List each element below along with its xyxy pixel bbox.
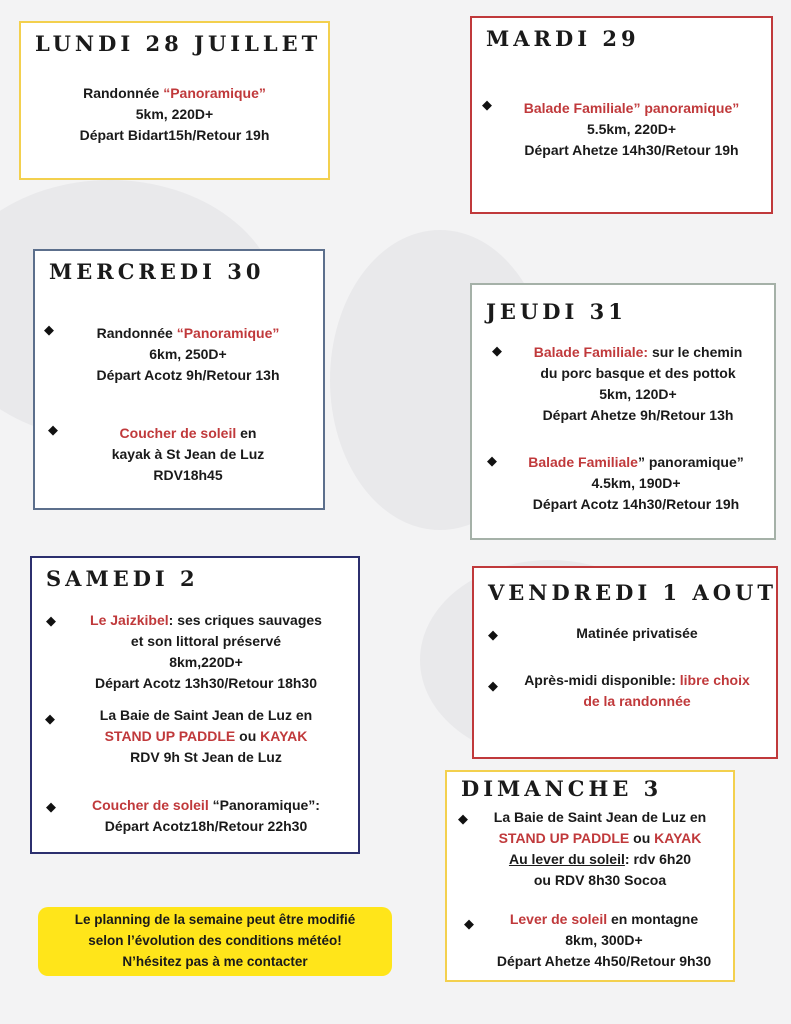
diamond-icon: ◆	[488, 678, 498, 693]
day-title: DIMANCHE 3	[461, 776, 663, 801]
card-vendredi	[472, 566, 778, 759]
diamond-icon: ◆	[487, 453, 497, 468]
day-title: LUNDI 28 JUILLET	[35, 31, 322, 56]
day-title: JEUDI 31	[486, 299, 627, 324]
day-title: MERCREDI 30	[49, 259, 265, 284]
day-title: VENDREDI 1 AOUT	[488, 580, 777, 605]
diamond-icon: ◆	[44, 322, 54, 337]
diamond-icon: ◆	[492, 343, 502, 358]
card-lundi	[19, 21, 330, 180]
activity: Balade Familiale” panoramique” 4.5km, 190D+ Départ Acotz 14h30/Retour 19h	[528, 454, 744, 512]
activity: Matinée privatisée	[576, 625, 698, 641]
diamond-icon: ◆	[464, 916, 474, 931]
day-title: SAMEDI 2	[46, 566, 199, 591]
diamond-icon: ◆	[48, 422, 58, 437]
diamond-icon: ◆	[482, 97, 492, 112]
diamond-icon: ◆	[46, 799, 56, 814]
activity: Randonnée “Panoramique” 5km, 220D+ Départ Bidart15h/Retour 19h	[79, 85, 270, 143]
activity: Balade Familiale: sur le chemin du porc basque et des pottok 5km, 120D+ Départ Ahetze 9h/Retour 13h	[533, 344, 743, 423]
card-dimanche	[445, 770, 735, 982]
activity: La Baie de Saint Jean de Luz en STAND UP PADDLE ou KAYAK RDV 9h St Jean de Luz	[99, 707, 313, 765]
activity: Balade Familiale” panoramique” 5.5km, 220D+ Départ Ahetze 14h30/Retour 19h	[523, 100, 740, 158]
card-jeudi	[470, 283, 776, 540]
activity: Coucher de soleil en kayak à St Jean de Luz RDV18h45	[111, 425, 265, 483]
weather-notice: Le planning de la semaine peut être modifié selon l’évolution des conditions météo! N’hésitez pas à me contacter	[38, 907, 392, 976]
diamond-icon: ◆	[488, 627, 498, 642]
diamond-icon: ◆	[45, 711, 55, 726]
activity: La Baie de Saint Jean de Luz en STAND UP PADDLE ou KAYAK Au lever du soleil: rdv 6h20 ou RDV 8h30 Socoa	[493, 809, 707, 888]
diamond-icon: ◆	[458, 811, 468, 826]
diamond-icon: ◆	[46, 613, 56, 628]
card-mercredi	[33, 249, 325, 510]
activity: Le Jaizkibel: ses criques sauvages et son littoral préservé 8km,220D+ Départ Acotz 13h30/Retour 18h30	[90, 612, 322, 691]
activity: Après-midi disponible: libre choix de la randonnée	[524, 672, 750, 709]
activity: Coucher de soleil “Panoramique”: Départ Acotz18h/Retour 22h30	[92, 797, 320, 834]
day-title: MARDI 29	[486, 26, 640, 51]
activity: Lever de soleil en montagne 8km, 300D+ Départ Ahetze 4h50/Retour 9h30	[496, 911, 712, 969]
card-samedi	[30, 556, 360, 854]
card-mardi	[470, 16, 773, 214]
activity: Randonnée “Panoramique” 6km, 250D+ Départ Acotz 9h/Retour 13h	[96, 325, 280, 383]
